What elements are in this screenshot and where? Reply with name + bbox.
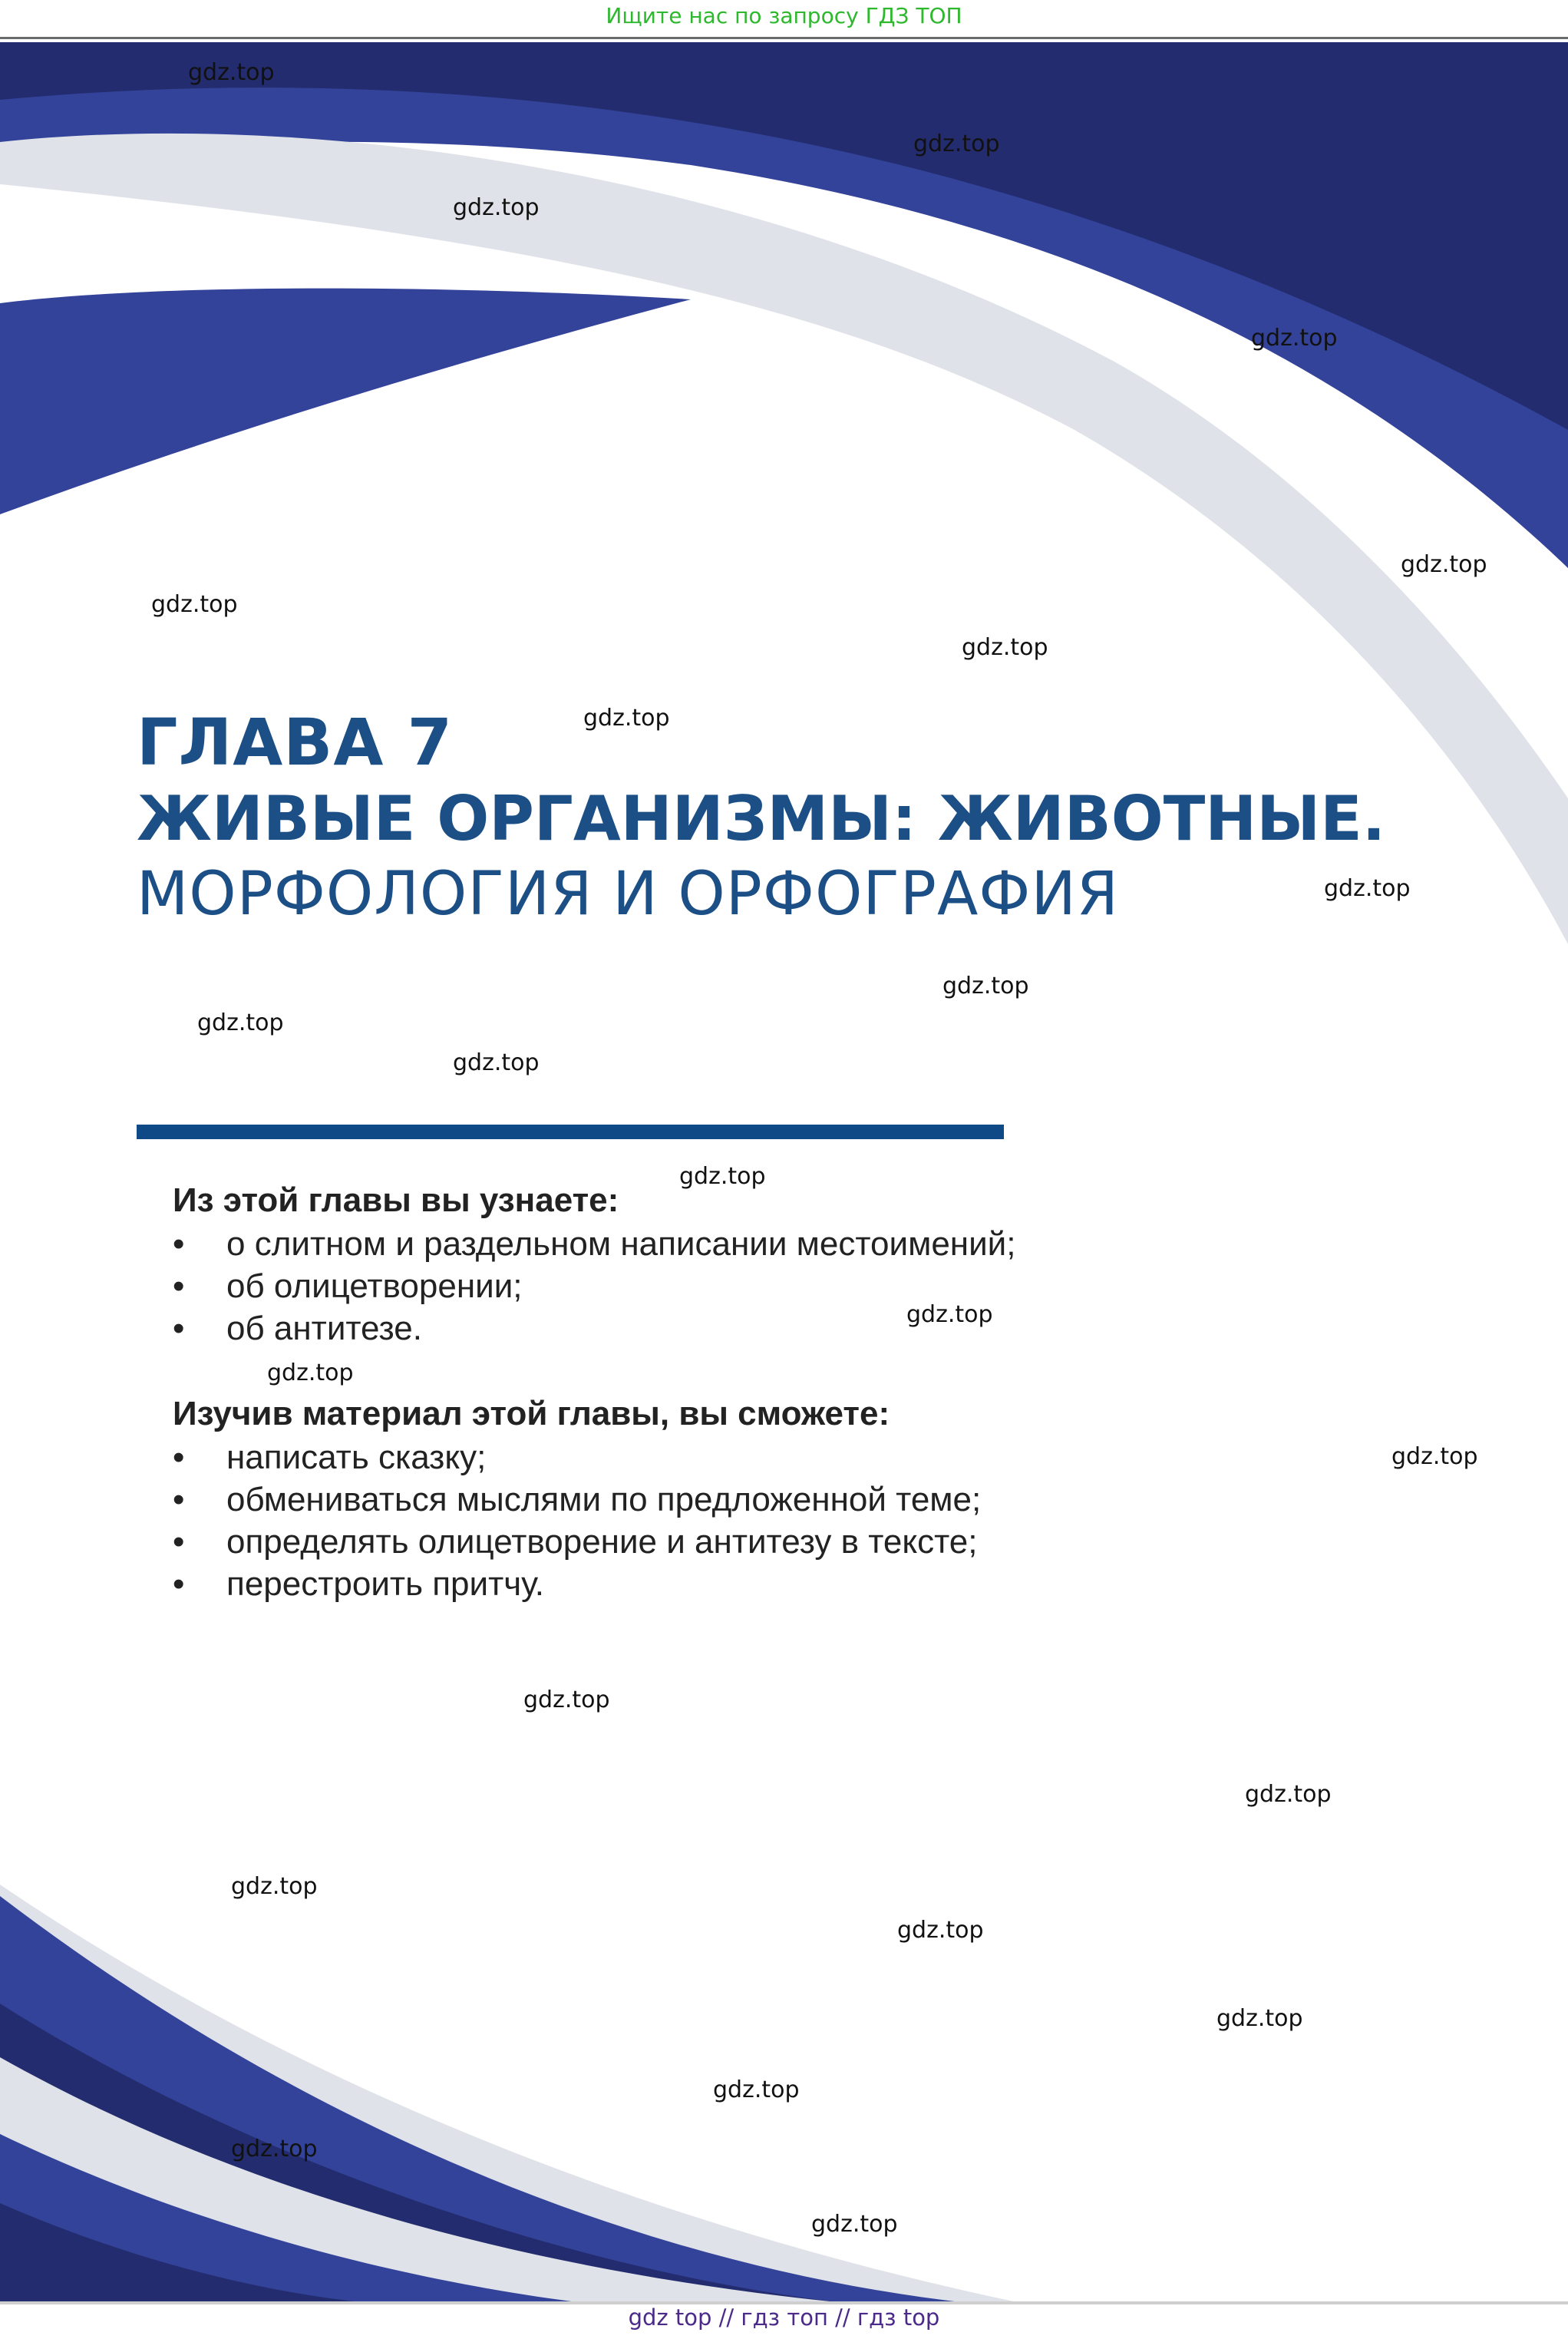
list-item bbox=[173, 1436, 1324, 1478]
list-item-text: написать сказку; bbox=[226, 1439, 487, 1476]
watermark: gdz.top bbox=[231, 2136, 318, 2162]
watermark: gdz.top bbox=[197, 1009, 284, 1036]
watermark: gdz.top bbox=[1251, 325, 1338, 352]
list-item-text: о слитном и раздельном написании местоимений; bbox=[226, 1225, 1016, 1263]
watermark: gdz.top bbox=[942, 973, 1029, 999]
watermark: gdz.top bbox=[188, 59, 275, 86]
watermark: gdz.top bbox=[1245, 1781, 1332, 1808]
watermark: gdz.top bbox=[231, 1873, 318, 1900]
section-divider bbox=[137, 1125, 1004, 1139]
list-item bbox=[173, 1563, 1324, 1605]
list-item bbox=[173, 1521, 1324, 1563]
list-item-text: обмениваться мыслями по предложенной теме; bbox=[226, 1481, 982, 1518]
bullet-icon: • bbox=[173, 1523, 185, 1561]
watermark: gdz.top bbox=[267, 1359, 354, 1386]
list-item bbox=[173, 1265, 1324, 1307]
bullet-icon: • bbox=[173, 1310, 185, 1347]
top-left-royal-wedge bbox=[0, 289, 691, 514]
list-item bbox=[173, 1223, 1324, 1265]
learn-list bbox=[173, 1223, 1324, 1350]
watermark: gdz.top bbox=[1324, 875, 1411, 902]
watermark: gdz.top bbox=[583, 705, 670, 732]
watermark: gdz.top bbox=[913, 130, 1000, 157]
bullet-icon: • bbox=[173, 1267, 185, 1305]
skills-section bbox=[173, 1392, 1324, 1605]
watermark: gdz.top bbox=[453, 1049, 540, 1076]
watermark: gdz.top bbox=[1216, 2005, 1303, 2032]
list-item-text: определять олицетворение и антитезу в тексте; bbox=[226, 1523, 978, 1561]
footer-links: gdz top // гдз топ // гдз top bbox=[628, 2304, 940, 2331]
watermark: gdz.top bbox=[906, 1301, 993, 1328]
skills-heading: Изучив материал этой главы, вы сможете: bbox=[173, 1395, 890, 1432]
bullet-icon: • bbox=[173, 1565, 185, 1603]
watermark: gdz.top bbox=[1401, 551, 1487, 578]
list-item-text: перестроить притчу. bbox=[226, 1565, 544, 1603]
watermark: gdz.top bbox=[713, 2076, 800, 2103]
bullet-icon: • bbox=[173, 1225, 185, 1263]
watermark: gdz.top bbox=[151, 591, 238, 618]
chapter-subtitle: МОРФОЛОГИЯ И ОРФОГРАФИЯ bbox=[137, 860, 1119, 929]
watermark: gdz.top bbox=[679, 1163, 766, 1190]
watermark: gdz.top bbox=[962, 634, 1048, 661]
top-banner: Ищите нас по запросу ГДЗ ТОП bbox=[606, 3, 962, 28]
watermark: gdz.top bbox=[1391, 1443, 1478, 1470]
watermark: gdz.top bbox=[523, 1687, 610, 1713]
bullet-icon: • bbox=[173, 1439, 185, 1476]
skills-list bbox=[173, 1436, 1324, 1605]
bullet-icon: • bbox=[173, 1481, 185, 1518]
learn-section bbox=[173, 1178, 1324, 1350]
list-item-text: об антитезе. bbox=[226, 1310, 422, 1347]
watermark: gdz.top bbox=[453, 194, 540, 221]
list-item-text: об олицетворении; bbox=[226, 1267, 523, 1305]
watermark: gdz.top bbox=[897, 1917, 984, 1944]
list-item bbox=[173, 1307, 1324, 1350]
watermark: gdz.top bbox=[811, 2211, 898, 2238]
list-item bbox=[173, 1478, 1324, 1521]
chapter-title: ЖИВЫЕ ОРГАНИЗМЫ: ЖИВОТНЫЕ. bbox=[137, 783, 1386, 854]
chapter-number: ГЛАВА 7 bbox=[137, 705, 454, 780]
learn-heading: Из этой главы вы узнаете: bbox=[173, 1181, 619, 1219]
